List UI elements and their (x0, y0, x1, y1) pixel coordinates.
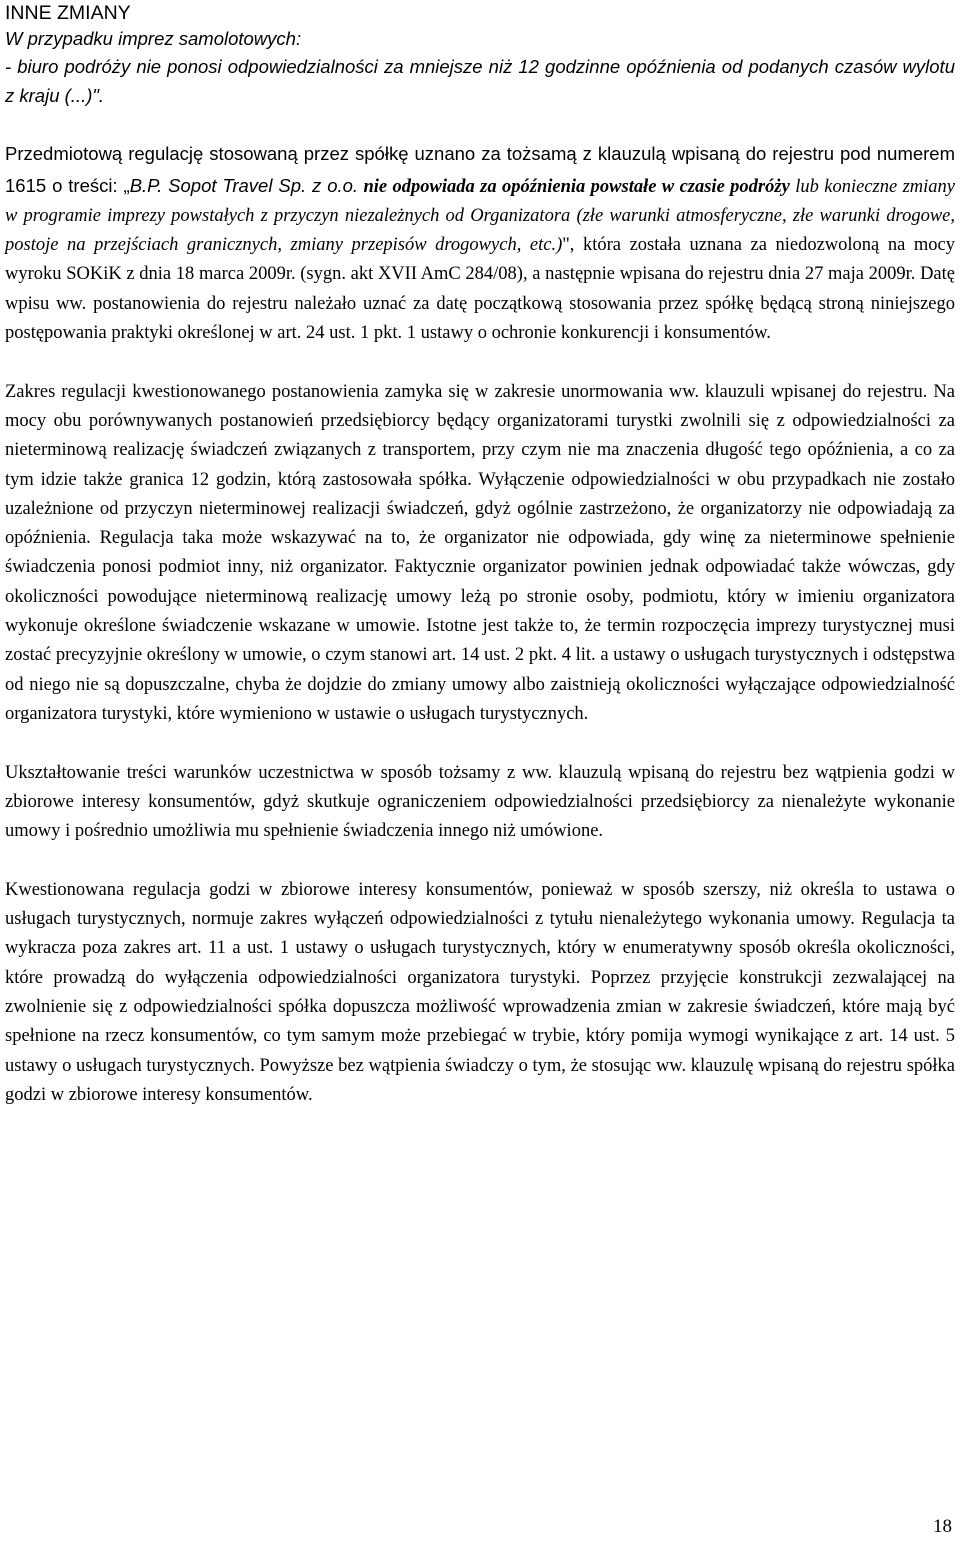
company-name: B.P. Sopot Travel Sp. z o.o. (129, 174, 359, 196)
paragraph-1-intro: Przedmiotową regulację stosowaną przez spółkę uznano za tożsamą z klauzulą wpisaną do rejestru pod numerem 1615 o treści: „ (5, 143, 955, 196)
case-line: W przypadku imprez samolotowych: (5, 28, 302, 49)
paragraph-1-rest: ", która została uznana za niedozwoloną na mocy wyroku SOKiK z dnia 18 marca 2009r. (sygn. akt XVII AmC 284/08), a następnie wpisana do rejestru dnia 27 maja 2009r. Datę wpisu ww. postanowienia do rejestru należało uznać za datę początkową stosowania przez spółkę będącą stroną niniejszego postępowania praktyki określonej w art. 24 ust. 1 pkt. 1 ustawy o ochronie konkurencji i konsumentów. (5, 235, 955, 344)
spacer (5, 348, 955, 377)
paragraph-4: Kwestionowana regulacja godzi w zbiorowe interesy konsumentów, ponieważ w sposób szerszy, niż określa to ustawa o usługach turystycznych, normuje zakres wyłączeń odpowiedzialności z tytułu nienależytego wykonania umowy. Regulacja ta wykracza poza zakres art. 11 a ust. 1 ustawy o usługach turystycznych, który w enumeratywny sposób określa okoliczności, które prowadzą do wyłączenia odpowiedzialności organizatora turystyki. Poprzez przyjęcie konstrukcji zezwalającej na zwolnienie się z odpowiedzialności spółka dopuszcza możliwość wprowadzenia zmian w zakresie świadczeń, które mają być spełnione na rzecz konsumentów, co tym samym może przebiegać w trybie, który pomija wymogi wynikające z art. 14 ust. 5 ustawy o usługach turystycznych. Powyższe bez wątpienia świadczy o tym, że stosując ww. klauzulę wpisaną do rejestru spółka godzi w zbiorowe interesy konsumentów. (5, 879, 955, 1105)
paragraph-2: Zakres regulacji kwestionowanego postanowienia zamyka się w zakresie unormowania ww. klauzuli wpisanej do rejestru. Na mocy obu porównywanych postanowień przedsiębiorcy będący organizatorami turystki zwolnili się z odpowiedzialności za nieterminową realizację świadczeń związanych z transportem, przy czym nie ma znaczenia długość tego opóźnienia, a co za tym idzie także granica 12 godzin, którą zastosowała spółka. Wyłączenie odpowiedzialności w obu przypadkach nie zostało uzależnione od przyczyn nieterminowej realizacji świadczeń, gdyż ogólnie zastrzeżono, że organizatorzy nie odpowiadają za opóźnienia. Regulacja taka może wskazywać na to, że organizator nie odpowiada, gdy winę za nieterminowe spełnienie świadczenia ponosi podmiot inny, niż organizator. Faktycznie organizator powinien jednak odpowiadać także wówczas, gdy okoliczności powodujące nieterminową realizację umowy leżą po stronie osoby, podmiotu, który w imieniu organizatora wykonuje określone świadczenie wskazane w umowie. Istotne jest także to, że termin rozpoczęcia imprezy turystycznej musi zostać precyzyjnie określony w umowie, o czym stanowi art. 14 ust. 2 pkt. 4 lit. a ustawy o usługach turystycznych i odstępstwa od niego nie są dopuszczalne, chyba że dojdzie do zmiany umowy albo zaistnieją okoliczności wyłączające odpowiedzialność organizatora turystyki, które wymieniono w ustawie o usługach turystycznych. (5, 381, 955, 724)
spacer (5, 110, 955, 139)
page-number: 18 (933, 1516, 952, 1537)
paragraph-1-italic-clause: lub konieczne zmiany w programie imprezy powstałych z przyczyn niezależnych od Organizatora (złe warunki atmosferyczne, złe warunki drogowe, postoje na przejściach granicznych, zmiany przepisów drogowych, etc.) (5, 176, 955, 256)
section-heading: INNE ZMIANY (5, 2, 131, 24)
paragraph-3: Ukształtowanie treści warunków uczestnictwa w sposób tożsamy z ww. klauzulą wpisaną do rejestru bez wątpienia godzi w zbiorowe interesy konsumentów, gdyż skutkuje ograniczeniem odpowiedzialności przedsiębiorcy za nienależyte wykonanie umowy i pośrednio umożliwia mu spełnienie świadczenia innego niż umówione. (5, 762, 955, 842)
quoted-clause: - biuro podróży nie ponosi odpowiedzialności za mniejsze niż 12 godzinne opóźnienia od podanych czasów wylotu z kraju (...)". (5, 56, 955, 106)
spacer (5, 729, 955, 758)
paragraph-1 (5, 139, 955, 348)
document-page (5, 0, 955, 1110)
spacer (5, 846, 955, 875)
paragraph-1-bold-clause: nie odpowiada za opóźnienia powstałe w czasie podróży (358, 176, 790, 197)
